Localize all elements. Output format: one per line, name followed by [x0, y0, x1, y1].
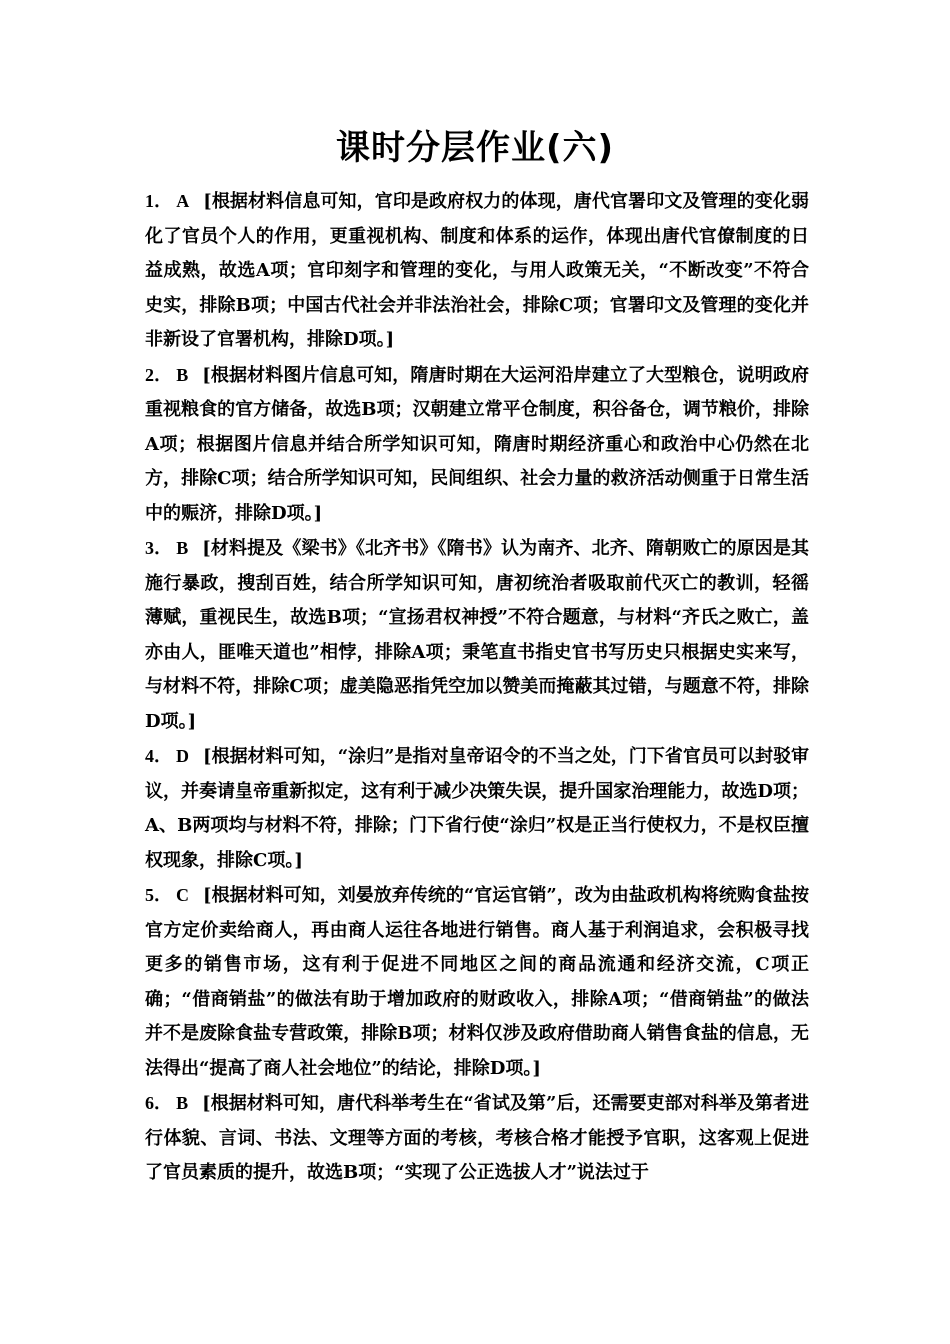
item-explanation: [根据材料可知，唐代科举考生在“省试及第”后，还需要吏部对科举及第者进行体貌、言词、书法、文理等方面的考核，考核合格才能授予官职，这客观上促进了官员素质的提升，故选B项；“实现了公正选拔人才”说法过于: [145, 1093, 809, 1183]
item-number: 5．: [145, 885, 173, 905]
item-explanation: [根据材料信息可知，官印是政府权力的体现，唐代官署印文及管理的变化弱化了官员个人的作用，更重视机构、制度和体系的运作，体现出唐代官僚制度的日益成熟，故选A项；官印刻字和管理的变化，与用人政策无关，“不断改变”不符合史实，排除B项；中国古代社会并非法治社会，排除C项；官署印文及管理的变化并非新设了官署机构，排除D项。]: [145, 191, 810, 350]
answer-item-4: [145, 739, 809, 878]
page-title: 课时分层作业(六): [335, 128, 615, 168]
item-explanation: [根据材料可知，刘晏放弃传统的“官运官销”，改为由盐政机构将统购食盐按官方定价卖给商人，再由商人运往各地进行销售。商人基于利润追求，会积极寻找更多的销售市场，这有利于促进不同地区之间的商品流通和经济交流，C项正确；“借商销盐”的做法有助于增加政府的财政收入，排除A项；“借商销盐”的做法并不是废除食盐专营政策，排除B项；材料仅涉及政府借助商人销售食盐的信息，无法得出“提高了商人社会地位”的结论，排除D项。]: [145, 885, 809, 1079]
item-number: 3．: [145, 538, 173, 558]
item-answer: B: [176, 1093, 189, 1113]
answer-item-6: [145, 1086, 809, 1191]
item-answer: C: [176, 885, 190, 905]
item-number: 2．: [145, 364, 173, 385]
item-number: 6．: [145, 1093, 173, 1113]
item-number: 1．: [145, 191, 173, 211]
answer-item-5: [145, 878, 809, 1086]
item-answer: A: [176, 191, 190, 211]
item-answer: B: [176, 538, 189, 558]
item-explanation: [材料提及《梁书》《北齐书》《隋书》认为南齐、北齐、隋朝败亡的原因是其施行暴政，搜刮百姓，结合所学知识可知，唐初统治者吸取前代灭亡的教训，轻徭薄赋，重视民生，故选B项；“宣扬君权神授”不符合题意，与材料“齐氏之败亡，盖亦由人，匪唯天道也”相悖，排除A项；秉笔直书指史官书写历史只根据史实来写，与材料不符，排除C项；虚美隐恶指凭空加以赞美而掩蔽其过错，与题意不符，排除D项。]: [145, 538, 809, 732]
item-answer: D: [176, 746, 190, 766]
answer-list: [145, 184, 809, 1191]
item-explanation: [根据材料图片信息可知，隋唐时期在大运河沿岸建立了大型粮仓，说明政府重视粮食的官方储备，故选B项；汉朝建立常平仓制度，积谷备仓，调节粮价，排除A项；根据图片信息并结合所学知识可知，隋唐时期经济重心和政治中心仍然在北方，排除C项；结合所学知识可知，民间组织、社会力量的救济活动侧重于日常生活中的赈济，排除D项。]: [145, 364, 810, 524]
item-number: 4．: [145, 746, 173, 766]
item-answer: B: [176, 364, 189, 385]
item-explanation: [根据材料可知，“涂归”是指对皇帝诏令的不当之处，门下省官员可以封驳审议，并奏请皇帝重新拟定，这有利于减少决策失误，提升国家治理能力，故选D项；A、B两项均与材料不符，排除；门下省行使“涂归”权是正当行使权力，不是权臣擅权现象，排除C项。]: [145, 746, 809, 871]
answer-item-3: [145, 531, 809, 739]
answer-item-2: [145, 358, 809, 532]
answer-item-1: [145, 184, 809, 358]
